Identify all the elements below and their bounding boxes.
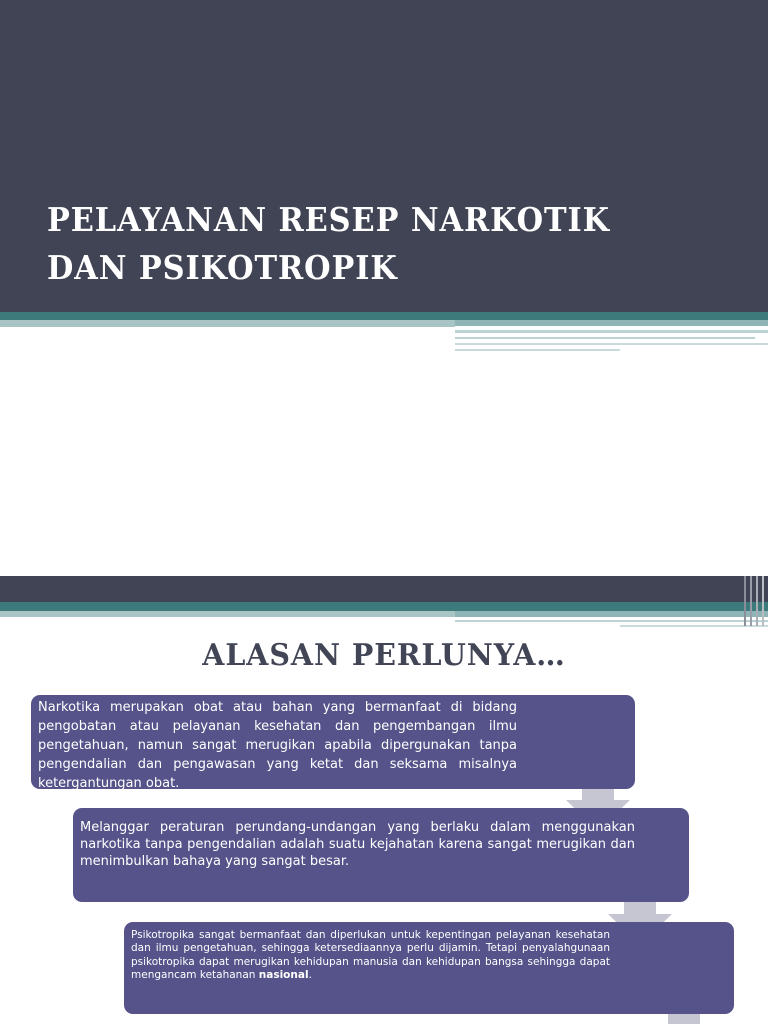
reason-text: Melanggar peraturan perundang-undangan yang berlaku dalam menggunakan narkotika tanpa pengendalian adalah suatu kejahatan karena sangat merugikan dan menimbulkan bahaya yang sangat besar. bbox=[80, 820, 635, 869]
content-slide-header-band bbox=[0, 576, 768, 602]
light-stripe bbox=[0, 320, 455, 327]
thin-line bbox=[455, 349, 620, 351]
section-heading: ALASAN PERLUNYA… bbox=[202, 638, 566, 673]
reason-text: Narkotika merupakan obat atau bahan yang bermanfaat di bidang pengobatan atau pelayanan kesehatan dan pengembangan ilmu pengetahuan, namun sangat merugikan apabila dipergunakan tanpa pengendalian dan pengawasan yang ketat dan seksama misalnya ketergantungan obat. bbox=[38, 700, 517, 791]
content-slide bbox=[0, 576, 768, 1024]
reason-box-1 bbox=[31, 695, 635, 789]
thin-line bbox=[455, 620, 768, 622]
teal-stripe bbox=[0, 312, 768, 320]
reason-box-3 bbox=[124, 922, 734, 1014]
light-stripe-right bbox=[455, 611, 768, 617]
vertical-tick bbox=[756, 576, 758, 626]
vertical-tick bbox=[744, 576, 746, 626]
vertical-tick bbox=[750, 576, 752, 626]
light-stripe-right bbox=[455, 320, 768, 326]
thin-line bbox=[455, 337, 755, 339]
title-slide-header-band bbox=[0, 0, 768, 312]
vertical-tick bbox=[762, 576, 764, 626]
light-stripe bbox=[0, 611, 455, 617]
thin-line bbox=[455, 330, 768, 333]
teal-stripe bbox=[0, 602, 768, 611]
thin-line bbox=[455, 343, 768, 345]
slide-title: PELAYANAN RESEP NARKOTIK DAN PSIKOTROPIK bbox=[47, 200, 610, 287]
emphasized-word: nasional bbox=[258, 969, 309, 982]
sentence-end: . bbox=[308, 969, 312, 982]
reason-box-2 bbox=[73, 808, 689, 902]
reason-text bbox=[131, 929, 610, 983]
reason-text-body: Psikotropika sangat bermanfaat dan diperlukan untuk kepentingan pelayanan kesehatan dan ilmu pengetahuan, sehingga ketersediaannya perlu dijamin. Tetapi penyalahgunaan psikotropika dapat merugikan kehidupan manusia dan kehidupan bangsa sehingga dapat mengancam ketahanan bbox=[131, 929, 610, 982]
